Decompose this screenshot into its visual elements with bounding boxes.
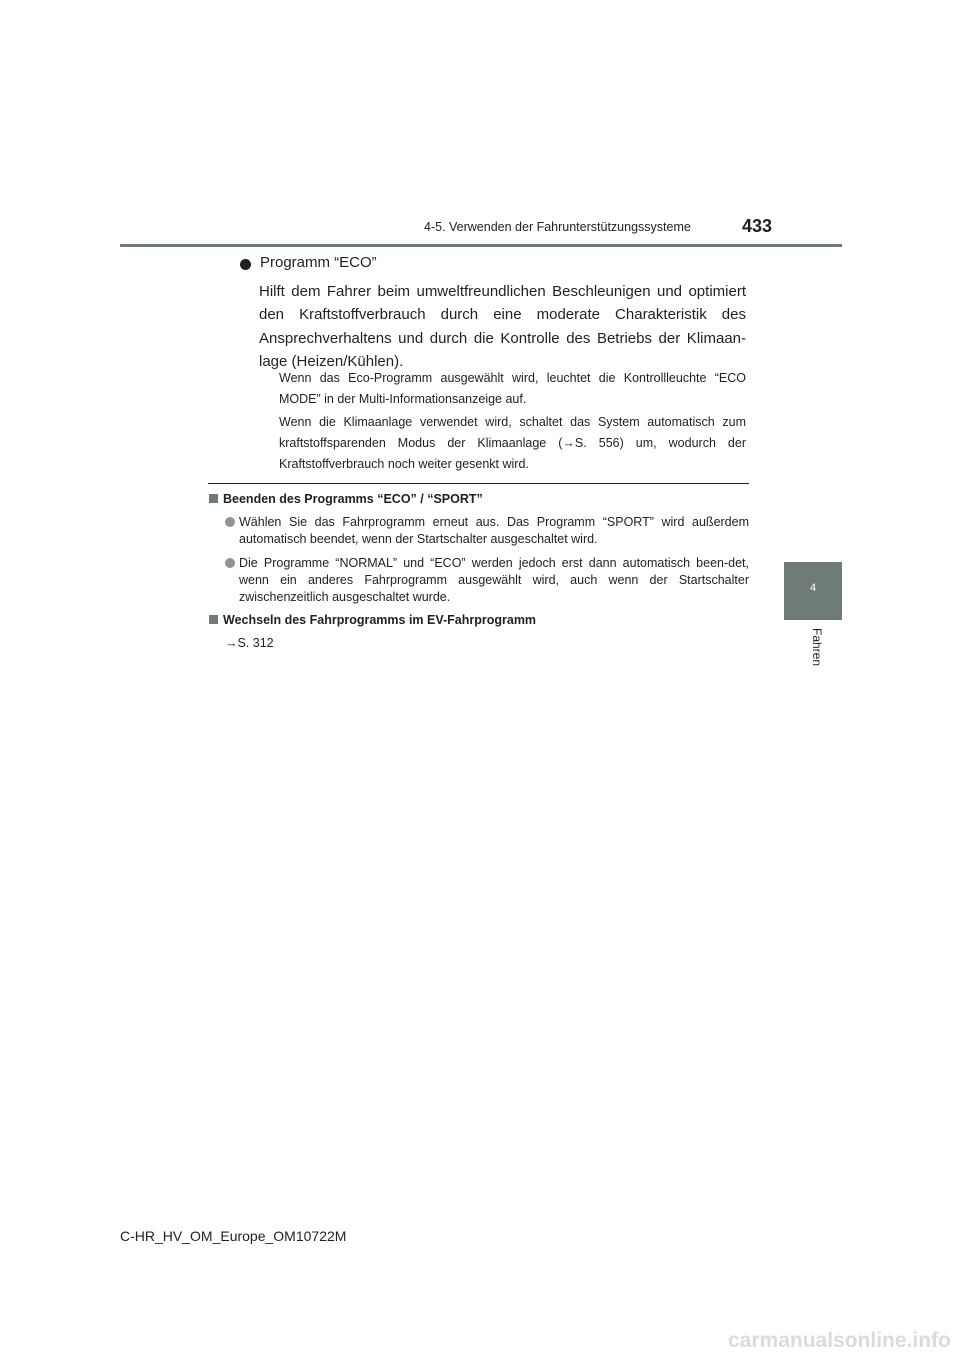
- main-body: Hilft dem Fahrer beim umweltfreundlichen Beschleunigen und optimiert den Kraftstoffverbrauch durch eine moderate Charakteristik des Ansprechverhaltens und durch die Kontrolle des Betriebs der Klimaan-lage (Heizen/Kühlen).: [259, 283, 746, 371]
- chapter-tab: [784, 562, 842, 620]
- bullet-icon: [225, 558, 235, 568]
- doc-code: C-HR_HV_OM_Europe_OM10722M: [120, 1228, 347, 1244]
- section-title: 4-5. Verwenden der Fahrunterstützungssysteme: [424, 220, 691, 234]
- watermark-text: carmanualsonline.info: [728, 1329, 951, 1352]
- sub-heading: [209, 492, 749, 506]
- sub-heading: [209, 613, 749, 627]
- chapter-label: Fahren: [810, 628, 824, 667]
- square-bullet-icon: [209, 494, 218, 503]
- page-reference-link[interactable]: →S. 312: [225, 636, 274, 650]
- watermark-logo: [720, 1320, 960, 1358]
- header-rule: [120, 244, 842, 247]
- list-item: [225, 514, 749, 548]
- sub-heading-text: Beenden des Programms “ECO” / “SPORT”: [223, 492, 483, 506]
- section-divider: [208, 483, 749, 484]
- page-number: 433: [742, 216, 773, 236]
- list-item: [225, 555, 749, 606]
- bullet-icon: [240, 259, 251, 270]
- list-item-text: Wählen Sie das Fahrprogramm erneut aus. Das Programm “SPORT” wird außerdem automatisch beendet, wenn der Startschalter ausgeschaltet wird.: [239, 515, 749, 546]
- square-bullet-icon: [209, 615, 218, 624]
- main-heading: Programm “ECO”: [260, 254, 377, 271]
- sub-heading-text: Wechseln des Fahrprogramms im EV-Fahrprogramm: [223, 613, 537, 627]
- note-text: Wenn die Klimaanlage verwendet wird, schaltet das System automatisch zum kraftstoffsparenden Modus der Klimaanlage (→S. 556) um, wodurch der Kraftstoffverbrauch noch weiter gesenkt wird.: [279, 415, 746, 471]
- chapter-number: 4: [809, 582, 817, 594]
- note-text: Wenn das Eco-Programm ausgewählt wird, leuchtet die Kontrollleuchte “ECO MODE” in der Multi-Informationsanzeige auf.: [279, 371, 746, 406]
- bullet-icon: [225, 517, 235, 527]
- list-item-text: Die Programme “NORMAL” und “ECO” werden jedoch erst dann automatisch been-det, wenn ein anderes Fahrprogramm ausgewählt wird, auch wenn der Startschalter zwischenzeitlich ausgeschaltet wurde.: [239, 556, 749, 604]
